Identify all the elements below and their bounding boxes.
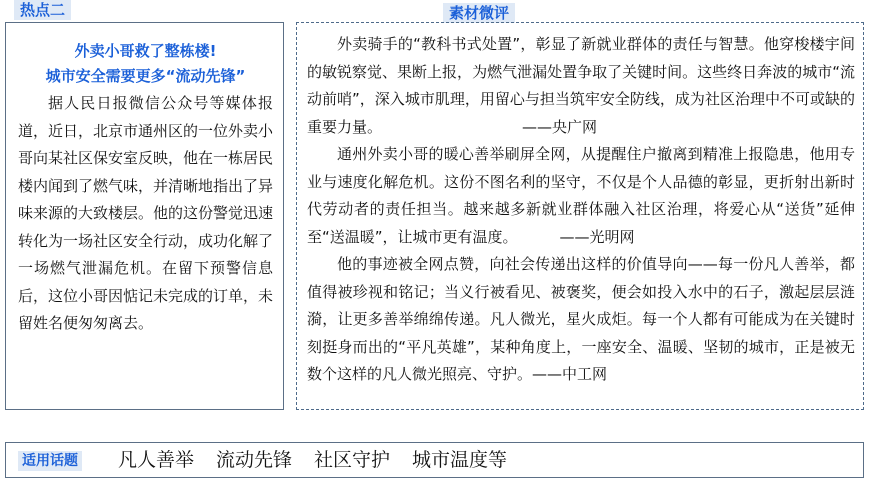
- news-title-line1: 外卖小哥救了整栋楼!: [74, 42, 217, 60]
- comment-source-2: ——光明网: [559, 227, 635, 246]
- topic-item: 社区守护: [314, 449, 391, 471]
- topic-item: 流动先锋: [216, 449, 293, 471]
- section-tag-hotspot: 热点二: [14, 0, 71, 20]
- comment-paragraph-1: [307, 31, 855, 141]
- comment-text-2: 通州外卖小哥的暖心善举刷屏全网，从提醒住户撤离到精准上报隐患，他用专业与速度化解危机。这份不图名利的坚守，不仅是个人品德的彰显，更折射出新时代劳动者的责任担当。越来越多新就业群体融入社区治理，将爱心从“送货”延伸至“送温暖”，让城市更有温度。: [307, 145, 855, 246]
- topic-item: 城市温度等: [412, 449, 508, 471]
- comment-paragraph-2: [307, 141, 855, 251]
- topics-list: [118, 447, 529, 473]
- comment-source-3: ——中工网: [532, 365, 608, 383]
- comment-source-1: ——央广网: [522, 117, 598, 136]
- comment-text-1: 外卖骑手的“教科书式处置”，彰显了新就业群体的责任与智慧。他穿梭楼宇间的敏锐察觉、果断上报，为燃气泄漏处置争取了关键时间。这些终日奔波的城市“流动前哨”，深入城市肌理，用留心与担当筑牢安全防线，成为社区治理中不可或缺的重要力量。: [307, 35, 855, 136]
- comment-paragraph-3: [307, 251, 855, 389]
- comment-text-3: 他的事迹被全网点赞，向社会传递出这样的价值导向——每一份凡人善举，都值得被珍视和铭记；当义行被看见、被褒奖，便会如投入水中的石子，激起层层涟漪，让更多善举绵绵传递。凡人微光，星火成炬。每一个人都有可能成为在关键时刻挺身而出的“平凡英雄”，某种角度上，一座安全、温暖、坚韧的城市，正是被无数个这样的凡人微光照亮、守护。: [307, 255, 855, 383]
- news-panel: [5, 22, 284, 410]
- topic-item: 凡人善举: [118, 449, 195, 471]
- news-title-line2: 城市安全需要更多“流动先锋”: [45, 67, 246, 85]
- section-tag-comment: 素材微评: [443, 3, 515, 23]
- topics-bar: [5, 442, 864, 478]
- topics-tag: 适用话题: [18, 451, 82, 471]
- news-body: 据人民日报微信公众号等媒体报道，近日，北京市通州区的一位外卖小哥向某社区保安室反映，他在一栋居民楼内闻到了燃气味，并清晰地指出了异味来源的大致楼层。他的这份警觉迅速转化为一场社区安全行动，成功化解了一场燃气泄漏危机。在留下预警信息后，这位小哥因惦记未完成的订单，未留姓名便匆匆离去。: [18, 94, 274, 332]
- comment-panel: [296, 22, 864, 410]
